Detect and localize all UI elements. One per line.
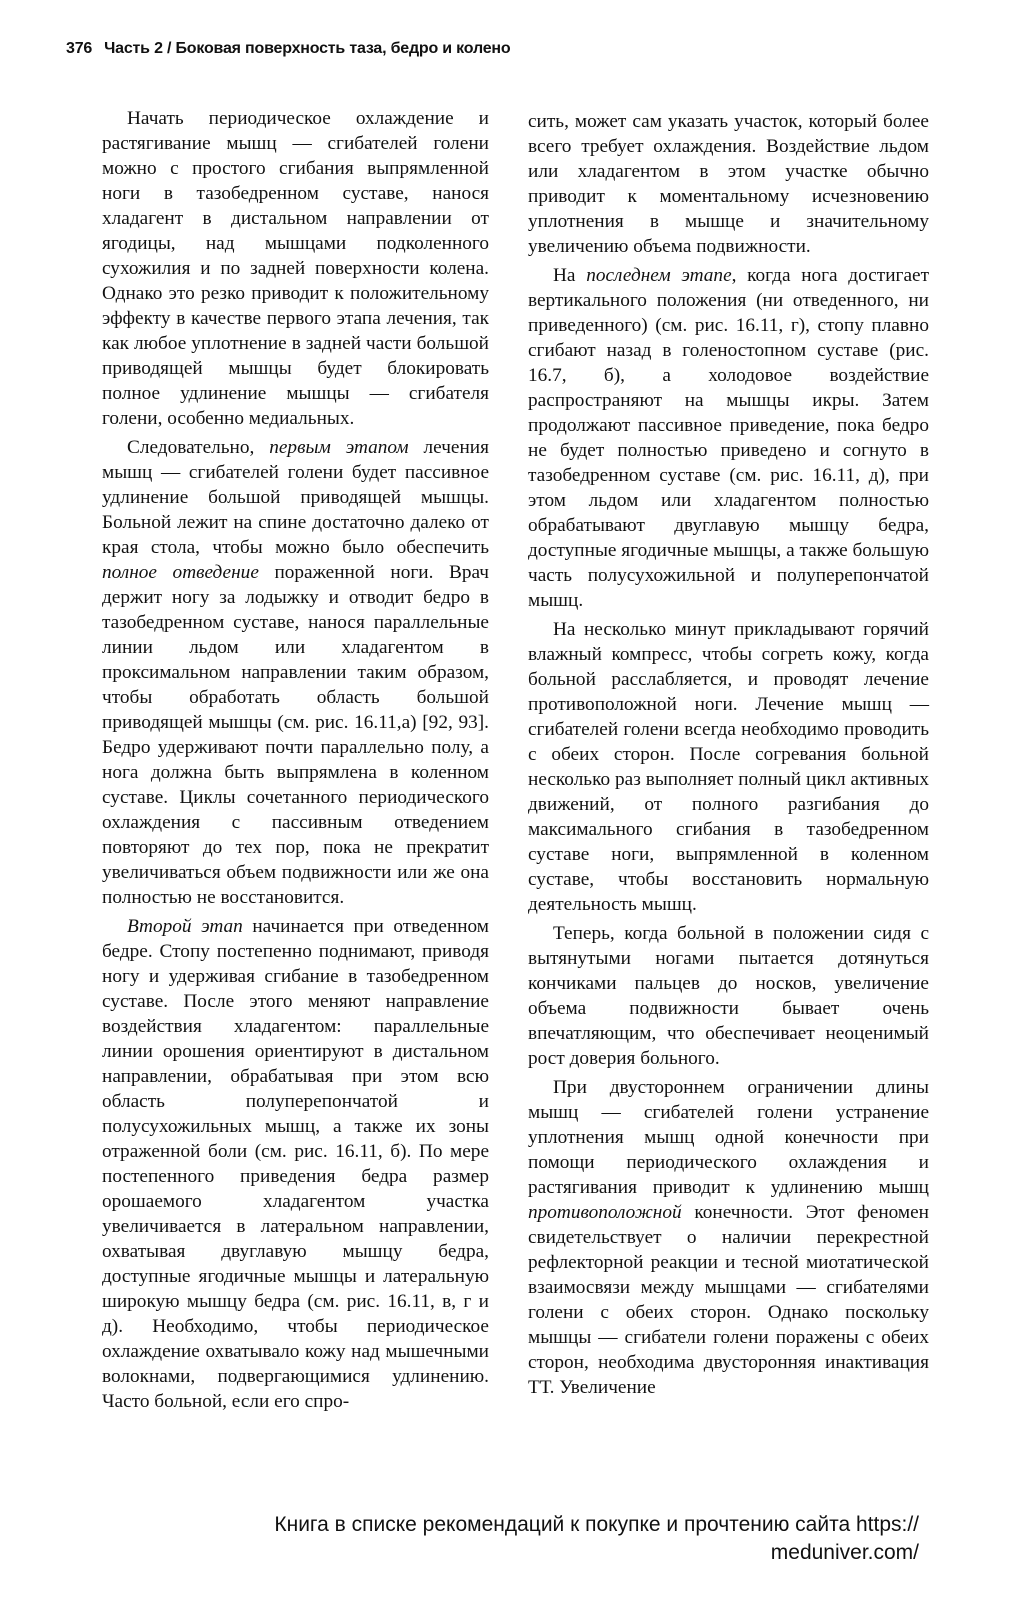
text-run: конечности. Этот феномен свидетельствует о наличии перекрестной рефлекторной реакции и тесной миотатической взаимосвязи между мышцами — сгибателями голени с обеих сторон. Однако поскольку мышцы — сгибатели голени поражены с обеих сторон, необходима двусторонняя инактивация ТТ. Увеличение xyxy=(528,1202,929,1398)
paragraph-continuation: сить, может сам указать участок, который более всего требует охлаждения. Воздействие льдом или хладагентом в этом участке обычно приводит к моментальному исчезновению уплотнения в мышце и значительному увеличению объема подвижности. xyxy=(528,111,929,257)
paragraph-first-stage xyxy=(102,435,489,910)
text-run: лечения мышц — сгибателей голени будет пассивное удлинение большой приводящей мышцы. Больной лежит на спине достаточно далеко от края стола, чтобы можно было обеспечить xyxy=(102,437,489,558)
watermark-line-1: Книга в списке рекомендаций к покупке и прочтению сайта https:// xyxy=(274,1513,919,1536)
running-head-title: Часть 2 / Боковая поверхность таза, бедро и колено xyxy=(104,40,511,57)
watermark-note xyxy=(274,1511,919,1567)
text-run: , когда нога достигает вертикального положения (ни отведенного, ни приведенного) (см. рис. 16.11, г), стопу плавно сгибают назад в голеностопном суставе (рис. 16.7, б), а холодовое воздействие распространяют на мышцы икры. Затем продолжают пассивное приведение, пока бедро не будет полностью приведено и согнуто в тазобедренном суставе (см. рис. 16.11, д), при этом льдом или хладагентом полностью обрабатывают двуглавую мышцу бедра, доступные ягодичные мышцы, а также большую часть полусухожильной и полуперепончатой мышц. xyxy=(528,265,929,611)
watermark-line-2: meduniver.com/ xyxy=(770,1541,919,1564)
text-run: начинается при отведенном бедре. Стопу постепенно поднимают, приводя ногу и удерживая сгибание в тазобедренном суставе. После этого меняют направление воздействия хладагентом: параллельные линии орошения ориентируют в дистальном направлении, обрабатывая при этом всю область полуперепончатой и полусухожильных мышц, а также их зоны отраженной боли (см. рис. 16.11, б). По мере постепенного приведения бедра размер орошаемого хладагентом участка увеличивается в латеральном направлении, охватывая двуглавую мышцу бедра, доступные ягодичные мышцы и латеральную широкую мышцу бедра (см. рис. 16.11, в, г и д). Необходимо, чтобы периодическое охлаждение охватывало кожу над мышечными волокнами, подвергающимися удлинению. Часто больной, если его спро- xyxy=(102,916,489,1412)
text-run: пораженной ноги. Врач держит ногу за лодыжку и отводит бедро в тазобедренном суставе, нанося параллельные линии льдом или хладагентом в проксимальном направлении таким образом, чтобы обработать область большой приводящей мышцы (см. рис. 16.11,а) [92, 93]. Бедро удерживают почти параллельно полу, а нога должна быть выпрямлена в коленном суставе. Циклы сочетанного периодического охлаждения с пассивным отведением повторяют до тех пор, пока не прекратит увеличиваться объем подвижности или же она полностью не восстановится. xyxy=(102,562,489,908)
text-run: Следовательно, xyxy=(127,437,270,458)
paragraph-last-stage xyxy=(528,263,929,613)
emphasis-full-abduction: полное отведение xyxy=(102,562,259,583)
emphasis-first-stage: первым этапом xyxy=(269,437,409,458)
running-head xyxy=(66,40,510,58)
paragraph-second-stage xyxy=(102,914,489,1414)
paragraph-warm-compress: На несколько минут прикладывают горячий влажный компресс, чтобы согреть кожу, когда больной расслабляется, и проводят лечение противоположной ноги. Лечение мышц — сгибателей голени всегда необходимо проводить с обеих сторон. После согревания больной несколько раз выполняет полный цикл активных движений, от полного разгибания до максимального сгибания в тазобедренном суставе ноги, выпрямленной в коленном суставе, чтобы восстановить нормальную деятельность мышц. xyxy=(528,619,929,915)
paragraph-sitting-test: Теперь, когда больной в положении сидя с вытянутыми ногами пытается дотянуться кончиками пальцев до носков, увеличение объема подвижности бывает очень впечатляющим, что обеспечивает неоценимый рост доверия больного. xyxy=(528,923,929,1069)
text-run: На xyxy=(553,265,587,286)
paragraph-bilateral xyxy=(528,1075,929,1400)
emphasis-second-stage: Второй этап xyxy=(127,916,243,937)
left-column xyxy=(102,106,489,1418)
paragraph-cooling-intro: Начать периодическое охлаждение и растягивание мышц — сгибателей голени можно с простого сгибания выпрямленной ноги в тазобедренном суставе, нанося хладагент в дистальном направлении от ягодицы, над мышцами подколенного сухожилия и по задней поверхности колена. Однако это резко приводит к положительному эффекту в качестве первого этапа лечения, так как любое уплотнение в задней части большой приводящей мышцы будет блокировать полное удлинение мышцы — сгибателя голени, особенно медиальных. xyxy=(102,108,489,429)
text-run: При двустороннем ограничении длины мышц — сгибателей голени устранение уплотнения мышц одной конечности при помощи периодического охлаждения и растягивания приводит к удлинению мышц xyxy=(528,1077,929,1198)
right-column xyxy=(528,109,929,1404)
emphasis-contralateral: противоположной xyxy=(528,1202,682,1223)
emphasis-last-stage: последнем этапе xyxy=(586,265,732,286)
page-number: 376 xyxy=(66,40,93,57)
